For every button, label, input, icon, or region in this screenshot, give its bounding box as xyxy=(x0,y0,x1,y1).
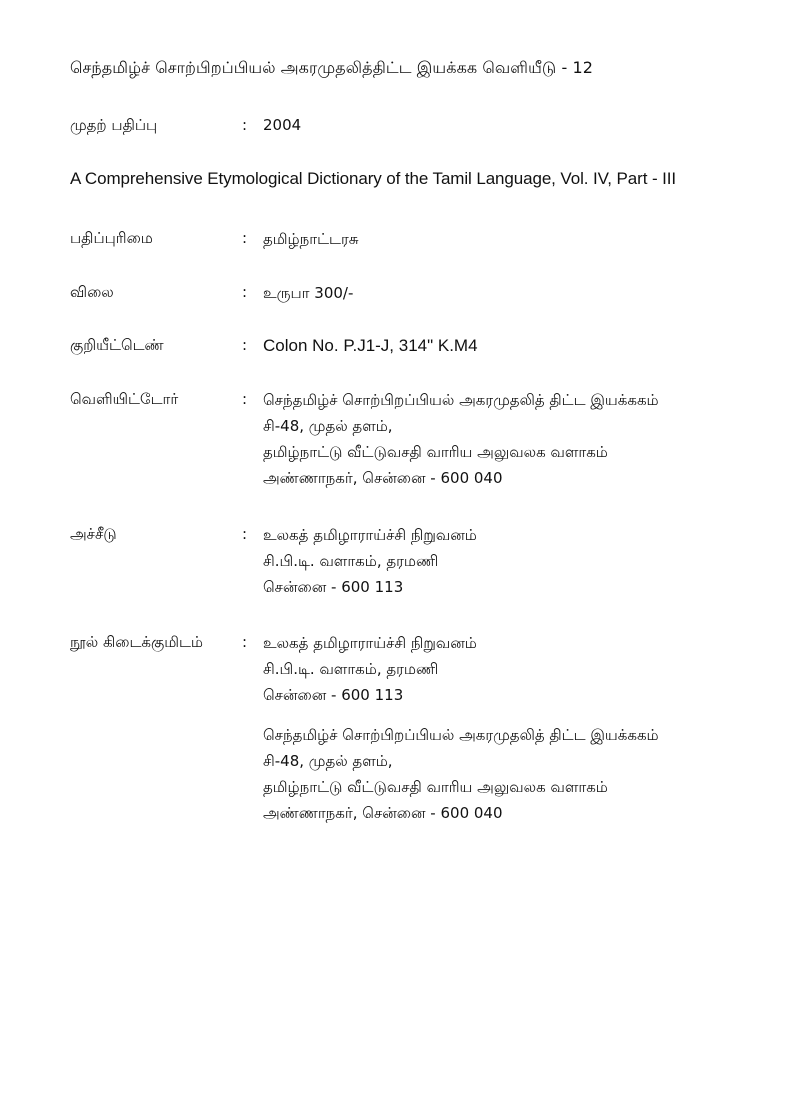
printer-line: சென்னை - 600 113 xyxy=(263,578,404,596)
availability-line: தமிழ்நாட்டு வீட்டுவசதி வாரிய அலுவலக வளாகம் xyxy=(263,778,608,796)
colon-number-line: Colon No. P.J1-J, 314" K.M4 xyxy=(263,336,478,355)
series-heading: செந்தமிழ்ச் சொற்பிறப்பியல் அகரமுதலித்திட்ட இயக்கக வெளியீடு - 12 xyxy=(70,58,594,77)
availability-label: நூல் கிடைக்குமிடம் xyxy=(70,633,204,651)
availability-line: சி.பி.டி. வளாகம், தரமணி xyxy=(263,660,439,678)
colon-number-label: குறியீட்டெண் xyxy=(70,336,164,354)
availability-addresses xyxy=(263,633,753,829)
english-title: A Comprehensive Etymological Dictionary of the Tamil Language, Vol. IV, Part - III xyxy=(70,169,677,188)
publisher-line: அண்ணாநகர், சென்னை - 600 040 xyxy=(263,469,503,487)
printer-colon: : xyxy=(242,525,248,543)
publisher-colon: : xyxy=(242,390,248,408)
printer-line: உலகத் தமிழாராய்ச்சி நிறுவனம் xyxy=(263,526,477,544)
price-value xyxy=(263,283,753,309)
copyright-value xyxy=(263,229,753,255)
publisher-line: தமிழ்நாட்டு வீட்டுவசதி வாரிய அலுவலக வளாகம் xyxy=(263,443,608,461)
edition-label: முதற் பதிப்பு xyxy=(70,116,158,134)
price-label: விலை xyxy=(70,283,114,301)
address-spacer xyxy=(263,711,753,725)
availability-line: சி-48, முதல் தளம், xyxy=(263,752,393,770)
publisher-line: செந்தமிழ்ச் சொற்பிறப்பியல் அகரமுதலித் திட்ட இயக்ககம் xyxy=(263,391,659,409)
publisher-address xyxy=(263,390,753,494)
copyright-line: தமிழ்நாட்டரசு xyxy=(263,230,359,248)
publisher-label: வெளியிட்டோர் xyxy=(70,390,179,408)
edition-colon: : xyxy=(242,116,248,134)
availability-line: சென்னை - 600 113 xyxy=(263,686,404,704)
availability-line: செந்தமிழ்ச் சொற்பிறப்பியல் அகரமுதலித் திட்ட இயக்ககம் xyxy=(263,726,659,744)
availability-line: அண்ணாநகர், சென்னை - 600 040 xyxy=(263,804,503,822)
availability-line: உலகத் தமிழாராய்ச்சி நிறுவனம் xyxy=(263,634,477,652)
edition-row xyxy=(70,116,302,136)
copyright-label: பதிப்புரிமை xyxy=(70,229,153,247)
printer-label: அச்சீடு xyxy=(70,525,117,543)
edition-year: 2004 xyxy=(263,116,302,134)
price-colon: : xyxy=(242,283,248,301)
colon-number-value xyxy=(263,336,753,362)
price-line: உருபா 300/- xyxy=(263,284,354,302)
colon-number-colon: : xyxy=(242,336,248,354)
availability-colon: : xyxy=(242,633,248,651)
publisher-line: சி-48, முதல் தளம், xyxy=(263,417,393,435)
printer-line: சி.பி.டி. வளாகம், தரமணி xyxy=(263,552,439,570)
copyright-colon: : xyxy=(242,229,248,247)
printer-address xyxy=(263,525,753,603)
